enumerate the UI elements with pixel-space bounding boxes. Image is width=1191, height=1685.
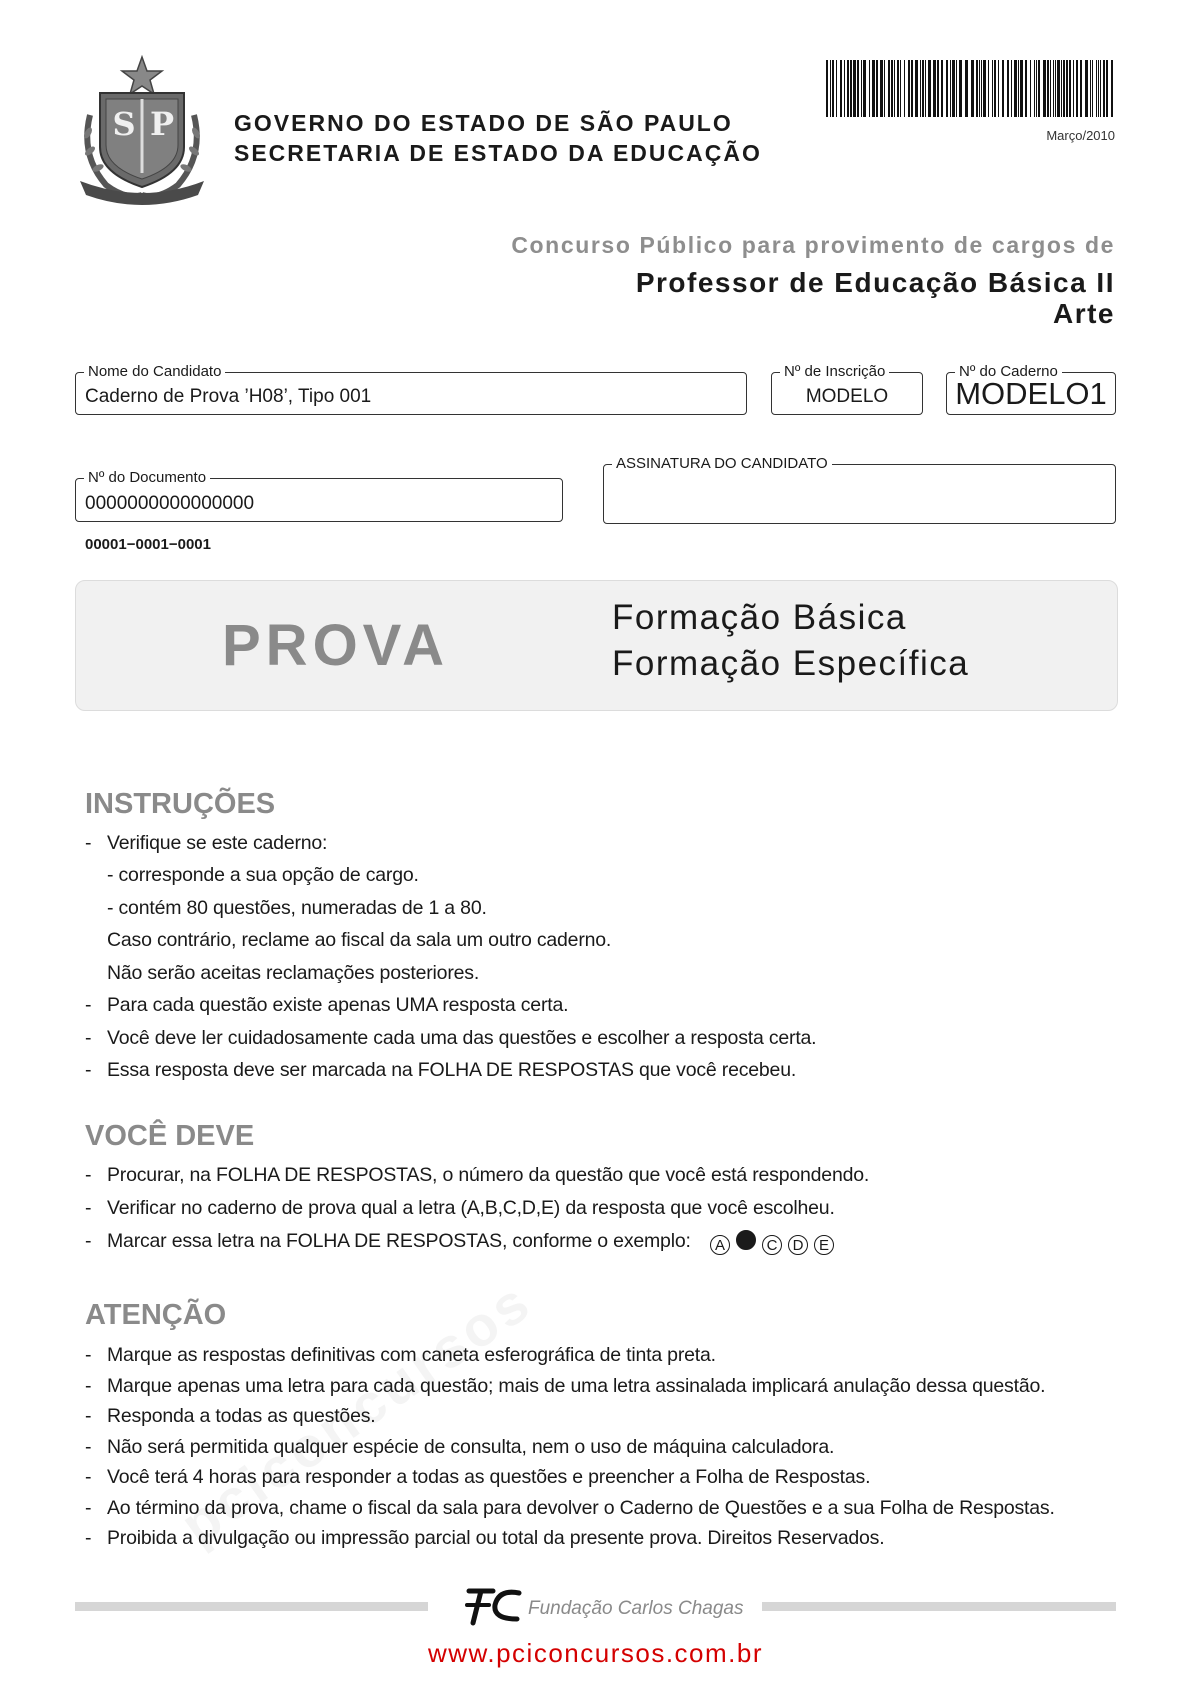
bullet-dash: - bbox=[85, 1405, 92, 1427]
svg-text:S: S bbox=[112, 105, 136, 143]
bullet-dash: - bbox=[85, 1164, 92, 1186]
instruction-text: Não será permitida qualquer espécie de consulta, nem o uso de máquina calculadora. bbox=[107, 1436, 835, 1458]
instruction-text: Você deve ler cuidadosamente cada uma das questões e escolher a resposta certa. bbox=[107, 1027, 817, 1049]
instruction-text: Verificar no caderno de prova qual a letra (A,B,C,D,E) da resposta que você escolheu. bbox=[107, 1197, 835, 1219]
list-item bbox=[0, 1527, 1191, 1551]
bubble-d: D bbox=[788, 1235, 808, 1255]
instruction-text: Essa resposta deve ser marcada na FOLHA DE RESPOSTAS que você recebeu. bbox=[107, 1059, 797, 1081]
instruction-text: Procurar, na FOLHA DE RESPOSTAS, o número da questão que você está respondendo. bbox=[107, 1164, 870, 1186]
booklet-number-value: MODELO1 bbox=[955, 376, 1107, 411]
instruction-text: Marcar essa letra na FOLHA DE RESPOSTAS, conforme o exemplo: bbox=[107, 1230, 691, 1252]
instruction-text: Responda a todas as questões. bbox=[107, 1405, 376, 1427]
list-item bbox=[0, 1230, 1191, 1256]
registration-number-label: Nº de Inscrição bbox=[780, 363, 889, 381]
instruction-text: Caso contrário, reclame ao fiscal da sala um outro caderno. bbox=[107, 929, 612, 951]
candidate-name-field[interactable] bbox=[75, 363, 747, 415]
instructions-heading: INSTRUÇÕES bbox=[85, 788, 276, 820]
bullet-dash: - bbox=[85, 1230, 92, 1252]
list-item bbox=[0, 1059, 1191, 1083]
registration-number-field[interactable] bbox=[771, 363, 923, 415]
instruction-text-with-example bbox=[107, 1230, 834, 1256]
site-url-link[interactable]: www.pciconcursos.com.br bbox=[427, 1638, 764, 1668]
edition-date: Março/2010 bbox=[1046, 128, 1115, 143]
concurso-line: Concurso Público para provimento de cargos de bbox=[511, 232, 1115, 258]
list-item bbox=[0, 1436, 1191, 1460]
bubble-e: E bbox=[814, 1235, 834, 1255]
state-seal-logo bbox=[76, 55, 208, 205]
bullet-dash: - bbox=[85, 1059, 92, 1081]
cargo-area: Arte bbox=[1052, 298, 1115, 329]
document-number-value: 0000000000000000 bbox=[85, 493, 255, 514]
instruction-text: Proibida a divulgação ou impressão parcial ou total da presente prova. Direitos Reservados. bbox=[107, 1527, 885, 1549]
list-item bbox=[0, 1405, 1191, 1429]
document-number-label: Nº do Documento bbox=[84, 469, 210, 487]
list-item bbox=[0, 1164, 1191, 1188]
exam-title: PROVA bbox=[222, 613, 449, 678]
instruction-text: Você terá 4 horas para responder a todas as questões e preencher a Folha de Respostas. bbox=[107, 1466, 871, 1488]
list-item bbox=[0, 832, 1191, 856]
bubble-b-filled bbox=[736, 1230, 756, 1250]
you-must-heading: VOCÊ DEVE bbox=[85, 1120, 255, 1152]
bubble-c: C bbox=[762, 1235, 782, 1255]
barcode bbox=[826, 60, 1116, 117]
government-heading bbox=[234, 108, 762, 168]
candidate-name-value: Caderno de Prova ’H08’, Tipo 001 bbox=[85, 386, 372, 407]
booklet-code: 00001−0001−0001 bbox=[85, 536, 211, 553]
instruction-text: Não serão aceitas reclamações posteriores. bbox=[107, 962, 480, 984]
answer-bubble-example bbox=[704, 1230, 834, 1256]
instruction-text: Para cada questão existe apenas UMA resposta certa. bbox=[107, 994, 569, 1016]
list-item bbox=[0, 1375, 1191, 1399]
list-item bbox=[0, 1027, 1191, 1051]
bullet-dash: - bbox=[85, 1436, 92, 1458]
instruction-text: Marque apenas uma letra para cada questão; mais de uma letra assinalada implicará anulação dessa questão. bbox=[107, 1375, 1046, 1397]
government-line: GOVERNO DO ESTADO DE SÃO PAULO bbox=[234, 110, 733, 136]
bullet-dash: - bbox=[85, 1375, 92, 1397]
exam-subject-basic: Formação Básica bbox=[612, 598, 907, 637]
cargo-title bbox=[636, 267, 1115, 329]
list-item bbox=[0, 1344, 1191, 1368]
svg-text:P: P bbox=[149, 105, 175, 143]
list-item bbox=[0, 1466, 1191, 1490]
bullet-dash: - bbox=[85, 1466, 92, 1488]
exam-subjects bbox=[612, 595, 969, 687]
signature-label: ASSINATURA DO CANDIDATO bbox=[612, 455, 832, 473]
fcc-logo-icon bbox=[463, 1585, 523, 1627]
bullet-dash: - bbox=[85, 832, 92, 854]
bubble-a: A bbox=[710, 1235, 730, 1255]
list-item bbox=[0, 1197, 1191, 1221]
bullet-dash: - bbox=[85, 1527, 92, 1549]
footer-divider-right bbox=[762, 1602, 1116, 1611]
instruction-text: Ao término da prova, chame o fiscal da sala para devolver o Caderno de Questões e a sua Folha de Respostas. bbox=[107, 1497, 1055, 1519]
booklet-number-field[interactable] bbox=[946, 363, 1116, 415]
exam-subject-specific: Formação Específica bbox=[612, 644, 970, 683]
booklet-number-label: Nº do Caderno bbox=[955, 363, 1062, 381]
instruction-text: Marque as respostas definitivas com caneta esferográfica de tinta preta. bbox=[107, 1344, 716, 1366]
bullet-dash: - bbox=[85, 1027, 92, 1049]
bullet-dash: - bbox=[85, 1197, 92, 1219]
cargo-name: Professor de Educação Básica II bbox=[635, 267, 1115, 298]
bullet-dash: - bbox=[85, 1497, 92, 1519]
bullet-dash: - bbox=[85, 1344, 92, 1366]
list-item bbox=[0, 1497, 1191, 1521]
instruction-text: Verifique se este caderno: bbox=[107, 832, 328, 854]
document-number-field[interactable] bbox=[75, 469, 563, 522]
fcc-name: Fundação Carlos Chagas bbox=[528, 1598, 744, 1619]
list-item bbox=[0, 994, 1191, 1018]
secretariat-line: SECRETARIA DE ESTADO DA EDUCAÇÃO bbox=[234, 140, 762, 166]
candidate-name-label: Nome do Candidato bbox=[84, 363, 225, 381]
instruction-subitem: - corresponde a sua opção de cargo. bbox=[107, 864, 419, 886]
registration-number-value: MODELO bbox=[805, 386, 889, 407]
instruction-subitem: - contém 80 questões, numeradas de 1 a 80. bbox=[107, 897, 487, 919]
attention-heading: ATENÇÃO bbox=[85, 1299, 227, 1331]
bullet-dash: - bbox=[85, 994, 92, 1016]
signature-field[interactable] bbox=[603, 455, 1116, 524]
footer-divider-left bbox=[75, 1602, 428, 1611]
